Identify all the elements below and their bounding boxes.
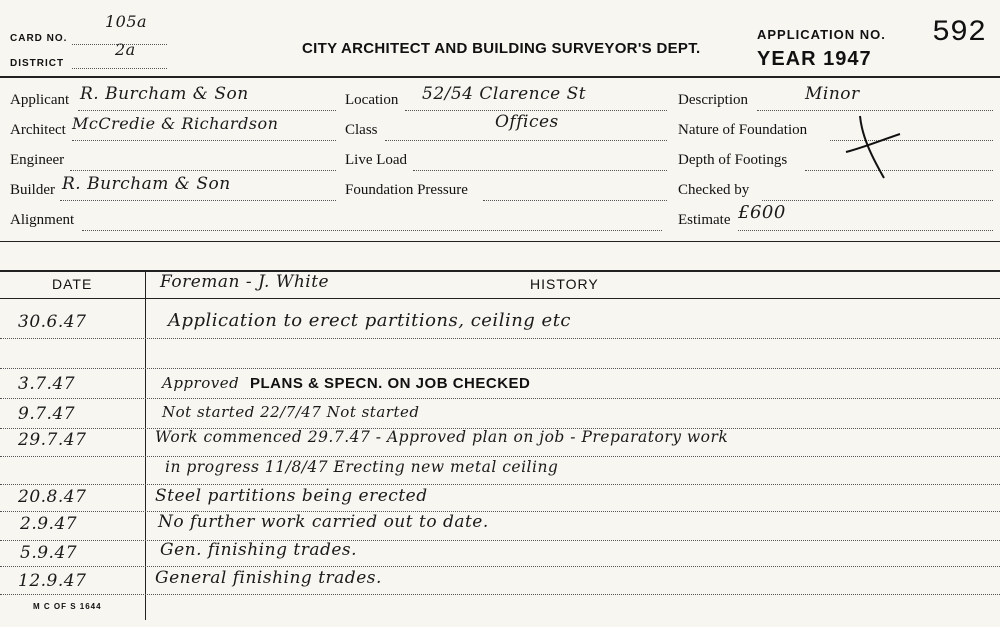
district-label: DISTRICT bbox=[10, 58, 65, 69]
ruled-line bbox=[0, 511, 1000, 512]
cross-mark-icon bbox=[842, 112, 902, 182]
history-text: Approved bbox=[162, 374, 240, 392]
checked-by-line bbox=[762, 200, 993, 201]
district-value: 2a bbox=[115, 40, 136, 59]
fields-divider bbox=[0, 241, 1000, 242]
history-date: 9.7.47 bbox=[18, 404, 76, 424]
builder-label: Builder bbox=[10, 182, 55, 198]
application-no-label: APPLICATION NO. bbox=[757, 27, 886, 42]
applicant-line bbox=[78, 110, 336, 111]
depth-of-footings-label: Depth of Footings bbox=[678, 152, 788, 168]
history-text: No further work carried out to date. bbox=[158, 512, 489, 532]
ruled-line bbox=[0, 540, 1000, 541]
history-text: Work commenced 29.7.47 - Approved plan on job - Preparatory work bbox=[155, 428, 729, 446]
foreman-note: Foreman - J. White bbox=[160, 272, 330, 292]
history-date: 5.9.47 bbox=[20, 543, 78, 563]
class-label: Class bbox=[345, 122, 378, 138]
description-value: Minor bbox=[805, 84, 860, 104]
architect-line bbox=[72, 140, 336, 141]
date-column-divider bbox=[145, 270, 146, 620]
history-date: 2.9.47 bbox=[20, 514, 78, 534]
builder-value: R. Burcham & Son bbox=[62, 174, 231, 194]
history-date: 29.7.47 bbox=[18, 430, 87, 450]
location-label: Location bbox=[345, 92, 399, 108]
engineer-label: Engineer bbox=[10, 152, 65, 168]
year-label: YEAR 1947 bbox=[757, 48, 872, 70]
applicant-value: R. Burcham & Son bbox=[80, 84, 249, 104]
ruled-line bbox=[0, 566, 1000, 567]
history-header: HISTORY bbox=[530, 276, 599, 292]
architect-value: McCredie & Richardson bbox=[72, 114, 279, 133]
history-header-divider bbox=[0, 298, 1000, 299]
engineer-line bbox=[70, 170, 336, 171]
history-date: 12.9.47 bbox=[18, 571, 87, 591]
class-value: Offices bbox=[495, 112, 559, 132]
builder-line bbox=[60, 200, 336, 201]
alignment-line bbox=[82, 230, 662, 231]
description-line bbox=[757, 110, 993, 111]
ruled-line bbox=[0, 456, 1000, 457]
district-line bbox=[72, 68, 167, 69]
description-label: Description bbox=[678, 92, 748, 108]
ruled-line bbox=[0, 594, 1000, 595]
dept-title: CITY ARCHITECT AND BUILDING SURVEYOR'S DEPT. bbox=[302, 40, 701, 57]
history-text: Application to erect partitions, ceiling etc bbox=[168, 310, 572, 331]
ruled-line bbox=[0, 484, 1000, 485]
card-no-label: CARD NO. bbox=[10, 33, 68, 44]
applicant-label: Applicant bbox=[10, 92, 70, 108]
history-text: General finishing trades. bbox=[155, 568, 382, 588]
history-text: Gen. finishing trades. bbox=[160, 540, 358, 560]
live-load-label: Live Load bbox=[345, 152, 408, 168]
class-line bbox=[385, 140, 667, 141]
footer-code: M C OF S 1644 bbox=[33, 602, 102, 611]
history-date: 3.7.47 bbox=[18, 374, 76, 394]
history-text: Not started 22/7/47 Not started bbox=[162, 403, 420, 421]
checked-by-label: Checked by bbox=[678, 182, 750, 198]
architect-label: Architect bbox=[10, 122, 66, 138]
ruled-line bbox=[0, 398, 1000, 399]
history-top-border bbox=[0, 270, 1000, 272]
nature-of-foundation-label: Nature of Foundation bbox=[678, 122, 808, 138]
header-divider bbox=[0, 76, 1000, 78]
estimate-line bbox=[738, 230, 993, 231]
history-text: Steel partitions being erected bbox=[155, 486, 428, 506]
location-value: 52/54 Clarence St bbox=[422, 84, 587, 104]
history-date: 30.6.47 bbox=[18, 312, 87, 332]
location-line bbox=[405, 110, 667, 111]
alignment-label: Alignment bbox=[10, 212, 75, 228]
history-date: 20.8.47 bbox=[18, 487, 87, 507]
ruled-line bbox=[0, 338, 1000, 339]
history-text: in progress 11/8/47 Erecting new metal ceiling bbox=[165, 458, 559, 476]
estimate-label: Estimate bbox=[678, 212, 731, 228]
estimate-value: £600 bbox=[738, 202, 786, 223]
approval-stamp: PLANS & SPECN. ON JOB CHECKED bbox=[250, 375, 531, 392]
foundation-pressure-line bbox=[483, 200, 667, 201]
ruled-line bbox=[0, 368, 1000, 369]
date-header: DATE bbox=[52, 276, 93, 292]
card-no-value: 105a bbox=[105, 12, 148, 31]
foundation-pressure-label: Foundation Pressure bbox=[345, 182, 468, 198]
application-no-value: 592 bbox=[932, 16, 987, 50]
live-load-line bbox=[413, 170, 667, 171]
